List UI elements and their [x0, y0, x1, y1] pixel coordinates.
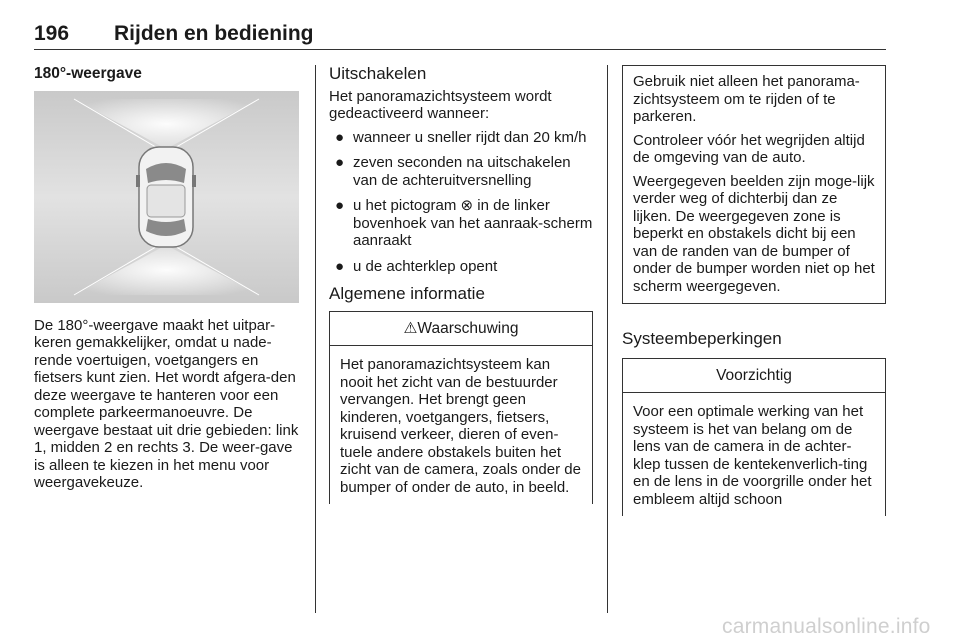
note-box [622, 65, 886, 304]
list-item: ● wanneer u sneller rijdt dan 20 km/h [335, 128, 587, 146]
column-divider-2 [607, 65, 608, 613]
caution-box [622, 358, 886, 517]
heading-uitschakelen: Uitschakelen [329, 64, 427, 83]
warning-box [329, 311, 593, 505]
heading-algemene-informatie: Algemene informatie [329, 284, 485, 303]
body-text-180-view: De 180°-weergave maakt het uitpar-keren gemakkelijker, omdat u nade-rende voertuigen, voetgangers en fietsers kunt zien. Het wordt afgera-den deze weergave te hanteren voor een complete parkeermanoeuvre. De weergave bestaat uit drie gebieden: link 1, midden 2 en rechts 3. De weer-gave is alleen te kiezen in het menu voor weergavekeuze. [34, 316, 299, 491]
list-item: ● zeven seconden na uitschakelen van de achteruitversnelling [335, 154, 571, 189]
column-1 [34, 65, 302, 498]
deactivation-list [329, 129, 593, 276]
note-paragraph-2: Controleer vóór het wegrijden altijd de omgeving van de auto. [633, 131, 865, 166]
note-paragraph-3: Weergegeven beelden zijn moge-lijk verder weg of dichterbij dan ze lijken. De weergegeven zone is beperkt en obstakels dicht bij een van de randen van de bumper of onder de bumper worden niet op het scherm weergegeven. [633, 172, 875, 295]
watermark: carmanualsonline.info [722, 615, 931, 638]
page-title: Rijden en bediening [114, 22, 314, 45]
car-top-view-icon [34, 91, 299, 303]
car-camera-view-illustration [34, 91, 299, 303]
heading-systeembeperkingen: Systeembeperkingen [622, 329, 782, 348]
column-divider-1 [315, 65, 316, 613]
page-header [34, 22, 886, 48]
list-item: ● u de achterklep opent [335, 257, 498, 275]
column-2 [329, 65, 593, 504]
column-3 [622, 65, 886, 516]
intro-text: Het panoramazichtsysteem wordt gedeactiveerd wanneer: [329, 87, 552, 122]
warning-text: Het panoramazichtsysteem kan nooit het zicht van de bestuurder vervangen. Het brengt geen kinderen, voetgangers, fietsers, kruisend verkeer, dieren of even-tuele andere obstakels buiten het zicht van de camera, zoals onder de bumper of onder de auto, in beeld. [340, 356, 581, 496]
subheading-180-view: 180°-weergave [34, 65, 142, 82]
caution-header: Voorzichtig [623, 359, 885, 394]
caution-text: Voor een optimale werking van het systeem is het van belang om de lens van de camera in de achter-klep tussen de kentekenverlich-ting en de lens in de voorgrille onder het embleem altijd schoon [633, 403, 872, 508]
warning-triangle-icon: ⚠ [403, 319, 418, 337]
note-paragraph-1: Gebruik niet alleen het panorama-zichtsysteem om te rijden of te parkeren. [633, 73, 860, 125]
header-rule [34, 49, 886, 50]
page-number: 196 [34, 22, 70, 45]
list-item: ● u het pictogram ⊗ in de linker bovenhoek van het aanraak-scherm aanraakt [335, 197, 593, 249]
warning-header: ⚠Waarschuwing [330, 312, 592, 347]
